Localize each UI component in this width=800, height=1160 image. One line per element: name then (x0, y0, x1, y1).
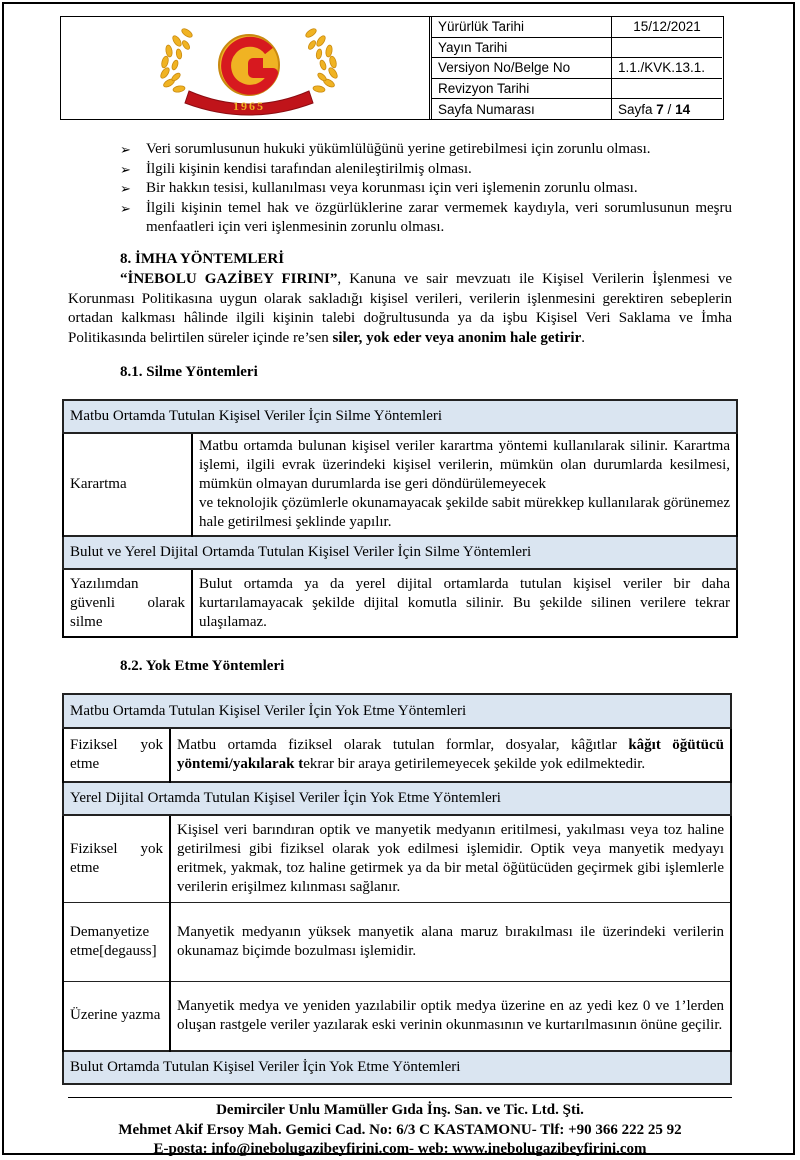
page-number (612, 99, 723, 120)
list-item-text: Veri sorumlusunun hukuki yükümlülüğünü yerine getirebilmesi için zorunlu olması. (146, 141, 651, 157)
arrow-bullet-icon: ➢ (120, 142, 131, 157)
paragraph-emphasis: siler, yok eder veya anonim hale getirir (332, 329, 582, 346)
method-label: Fiziksel yok etme (63, 728, 170, 782)
method-label: Karartma (63, 433, 192, 536)
subsection-heading: 8.2. Yok Etme Yöntemleri (120, 658, 285, 674)
method-text: ekrar bir araya getirilemeyecek şekilde yok edilmektedir. (303, 756, 646, 772)
table-header: Bulut Ortamda Tutulan Kişisel Veriler İçin Yok Etme Yöntemleri (63, 1051, 731, 1084)
footer-address: Mehmet Akif Ersoy Mah. Gemici Cad. No: 6/3 C KASTAMONU- Tlf: +90 366 222 25 92 (118, 1121, 682, 1138)
total-pages: 14 (675, 101, 691, 117)
meta-value: 1.1./KVK.13.1. (612, 58, 723, 79)
section-paragraph (68, 270, 732, 348)
page-sep: / (663, 101, 676, 117)
footer-divider (68, 1097, 732, 1098)
meta-row (432, 37, 723, 58)
destruction-methods-table (62, 693, 732, 1085)
footer-contact: E-posta: info@inebolugazibeyfirini.com- web: www.inebolugazibeyfirini.com (153, 1141, 647, 1157)
table-header: Matbu Ortamda Tutulan Kişisel Veriler İçin Yok Etme Yöntemleri (63, 694, 731, 728)
table-header: Bulut ve Yerel Dijital Ortamda Tutulan Kişisel Veriler İçin Silme Yöntemleri (63, 536, 737, 569)
method-emphasis: kâğıt öğütücü yöntemi/yakılarak t (177, 737, 724, 772)
meta-row (432, 17, 723, 37)
company-name: “İNEBOLU GAZİBEY FIRINI” (120, 271, 338, 287)
meta-row (432, 99, 723, 120)
list-item (120, 160, 732, 180)
paragraph-text: , Kanuna ve sair mevzuatı ile Kişisel Verilerin İşlenmesi ve Korunması Politikasına uygun olarak sakladığı kişisel verileri, verilerin işlenmesini gerektiren sebeplerin ortadan kalkması hâlinde ilgili kişinin talebi doğrultusunda ya da işbu Kişisel Veri Saklama ve İmha Politikasında belirtilen süreler içinde re’sen (68, 271, 733, 346)
logo-cell (61, 17, 430, 119)
logo-year: 1965 (233, 99, 265, 113)
arrow-bullet-icon: ➢ (120, 200, 131, 216)
meta-row (432, 58, 723, 79)
meta-value: 15/12/2021 (612, 17, 723, 37)
meta-key: Yürürlük Tarihi (432, 17, 612, 37)
meta-row (432, 78, 723, 99)
list-item (120, 179, 732, 199)
subsection-heading: 8.1. Silme Yöntemleri (120, 364, 258, 380)
method-description: Bulut ortamda ya da yerel dijital ortamlarda tutulan kişisel veriler bir daha kurtarılamayacak şekilde dijital komutla silinir. Bu şekilde silinen verilere tekrar ulaşılamaz. (192, 569, 737, 637)
arrow-bullet-icon: ➢ (120, 161, 131, 177)
meta-key: Sayfa Numarası (432, 99, 612, 120)
method-label: Yazılımdan güvenli olarak silme (63, 569, 192, 637)
section-heading: 8. İMHA YÖNTEMLERİ (120, 251, 285, 267)
meta-value (612, 78, 723, 99)
meta-key: Versiyon No/Belge No (432, 58, 612, 79)
method-label: Demanyetize etme[degauss] (63, 902, 170, 981)
condition-list (120, 140, 732, 238)
method-description: Manyetik medyanın yüksek manyetik alana maruz bırakılması ile üzerindeki verilerin okunamaz biçimde bozulması işlemidir. (170, 902, 731, 981)
company-logo (149, 21, 349, 117)
list-item (120, 199, 732, 238)
paragraph-end: . (581, 329, 585, 346)
method-text: Matbu ortamda fiziksel olarak tutulan formlar, dosyalar, kâğıtlar (177, 737, 629, 753)
meta-value (612, 37, 723, 58)
method-text: ve teknolojik çözümlerle okunamayacak şekilde sabit mürekkep kullanılarak görünemez hale getirilmesi şeklinde yapılır. (199, 495, 730, 530)
list-item-text: İlgili kişinin temel hak ve özgürlüklerine zarar vermemek kaydıyla, veri sorumlusunun meşru menfaatleri için veri işlenmesinin zorunlu olması. (146, 199, 732, 235)
list-item (120, 140, 732, 160)
method-description (192, 433, 737, 536)
table-header: Matbu Ortamda Tutulan Kişisel Veriler İçin Silme Yöntemleri (63, 400, 737, 433)
method-description: Manyetik medya ve yeniden yazılabilir optik medya üzerine en az yedi kez 0 ve 1’lerden oluşan rastgele veriler yazılarak eski verinin okunmasının ve kurtarılmasının önüne geçilir. (170, 981, 731, 1051)
current-page: 7 (656, 101, 664, 117)
meta-key: Revizyon Tarihi (432, 78, 612, 99)
document-header (60, 16, 724, 120)
list-item-text: Bir hakkın tesisi, kullanılması veya korunması için veri işlemenin zorunlu olması. (146, 180, 638, 196)
method-description: Kişisel veri barındıran optik ve manyetik medyanın eritilmesi, yakılması veya toz haline getirilmesi gibi fiziksel olarak yok edilmesi işlemidir. Optik veya manyetik medyayı eritmek, yakmak, toz haline getirmek ya da bir metal öğütücüden geçirmek gibi işlemlerle verilerin erişilmez kılınması sağlanır. (170, 815, 731, 902)
arrow-bullet-icon: ➢ (120, 181, 131, 196)
table-header: Yerel Dijital Ortamda Tutulan Kişisel Veriler İçin Yok Etme Yöntemleri (63, 782, 731, 815)
method-label: Üzerine yazma (63, 981, 170, 1051)
document-meta-table (431, 17, 722, 120)
list-item-text: İlgili kişinin kendisi tarafından alenileştirilmiş olması. (146, 160, 472, 177)
method-label: Fiziksel yok etme (63, 815, 170, 902)
meta-key: Yayın Tarihi (432, 37, 612, 58)
deletion-methods-table (62, 399, 738, 638)
page-prefix: Sayfa (618, 101, 657, 117)
document-footer (60, 1101, 740, 1160)
method-description (170, 728, 731, 782)
method-text: Matbu ortamda bulunan kişisel veriler karartma yöntemi kullanılarak silinir. Karartma işlemi, ilgili evrak üzerindeki kişisel verilerin, mümkün olan durumlarda kesilmesi, mümkün olmayan durumlarda ise geri döndürülemeyecek (199, 438, 730, 492)
footer-company: Demirciler Unlu Mamüller Gıda İnş. San. ve Tic. Ltd. Şti. (216, 1102, 584, 1118)
